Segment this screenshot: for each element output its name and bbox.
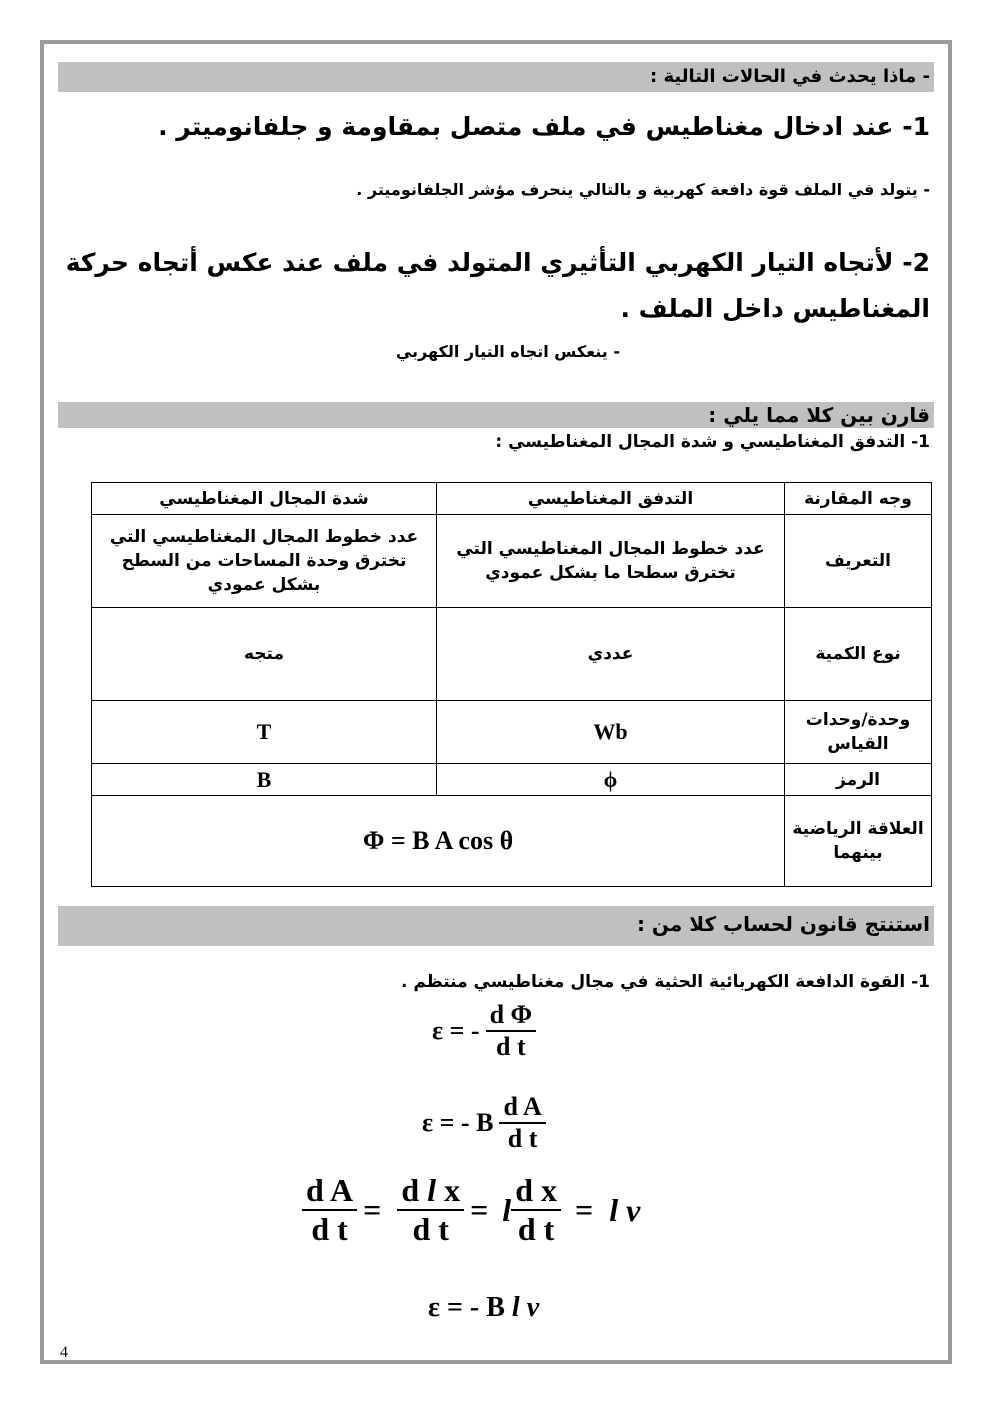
eq-text: x <box>436 1172 461 1208</box>
equation-emf-flux <box>432 1000 542 1062</box>
table-cell: ϕ <box>437 764 785 796</box>
eq-text: ε = - B <box>428 1292 512 1323</box>
table-cell: عدد خطوط المجال المغناطيسي التي تخترق وحدة المساحات من السطح بشكل عمودي <box>92 515 437 608</box>
page-number: 4 <box>60 1344 68 1361</box>
table-row <box>92 515 932 608</box>
answer-2: - ينعكس اتجاه التيار الكهربي <box>395 342 620 361</box>
row-label: العلاقة الرياضية بينهما <box>785 796 932 887</box>
table-row <box>92 764 932 796</box>
table-cell: T <box>92 701 437 764</box>
eq-text: v <box>626 1191 641 1228</box>
row-label: الرمز <box>785 764 932 796</box>
header-cell: شدة المجال المغناطيسي <box>92 483 437 515</box>
equals-sign: = <box>470 1191 489 1228</box>
relation-formula: Φ = B A cos θ <box>92 796 785 887</box>
row-label: التعريف <box>785 515 932 608</box>
question-2-line1: 2- لأتجاه التيار الكهربي التأثيري المتولد في ملف عند عكس أتجاه حركة <box>65 248 930 277</box>
eq-denominator: d t <box>311 1211 348 1247</box>
comparison-table <box>91 482 932 887</box>
table-cell: عدد خطوط المجال المغناطيسي التي تخترق سطحا ما بشكل عمودي <box>437 515 785 608</box>
row-label: وحدة/وحدات القياس <box>785 701 932 764</box>
eq-text: l <box>609 1191 619 1228</box>
eq-text: l <box>502 1191 512 1228</box>
table-cell: متجه <box>92 608 437 701</box>
eq-text: l <box>427 1172 437 1208</box>
section-heading-band <box>58 62 934 92</box>
table-row <box>92 701 932 764</box>
answer-1: - يتولد في الملف قوة دافعة كهربية و بالتالي ينحرف مؤشر الجلفانوميتر . <box>356 180 930 199</box>
table-cell: عددي <box>437 608 785 701</box>
table-row <box>92 608 932 701</box>
table-header-row <box>92 483 932 515</box>
eq-lhs: ε = - <box>432 1016 480 1045</box>
section-heading: - ماذا يحدث في الحالات التالية : <box>649 66 930 87</box>
page-border-top <box>40 40 952 44</box>
eq-denominator: d t <box>517 1211 555 1247</box>
section-heading-band <box>58 906 934 946</box>
equation-emf-final <box>428 1292 539 1324</box>
eq-numerator: d Φ <box>486 1000 537 1032</box>
eq-denominator: d t <box>496 1032 526 1061</box>
question-2-line2: المغناطيس داخل الملف . <box>620 294 930 323</box>
question-1: 1- عند ادخال مغناطيس في ملف متصل بمقاومة و جلفانوميتر . <box>158 112 930 141</box>
eq-numerator: d x <box>511 1172 561 1211</box>
page-border-left <box>40 40 44 1364</box>
eq-denominator: d t <box>507 1124 538 1153</box>
equals-sign: = <box>574 1191 594 1228</box>
page-border-bottom <box>40 1360 952 1364</box>
header-cell: التدفق المغناطيسي <box>437 483 785 515</box>
section-heading: استنتج قانون لحساب كلا من : <box>636 912 930 936</box>
section-heading: قارن بين كلا مما يلي : <box>708 403 930 427</box>
equation-emf-area <box>422 1092 552 1154</box>
equation-area-rate <box>296 1172 640 1248</box>
eq-text: d <box>401 1172 428 1208</box>
table-row <box>92 796 932 887</box>
eq-numerator: d A <box>499 1092 545 1124</box>
header-cell: وجه المقارنة <box>785 483 932 515</box>
eq-lhs: ε = - B <box>422 1108 494 1137</box>
eq-text: v <box>519 1292 540 1323</box>
derivation-subtitle: 1- القوة الدافعة الكهربائية الحثية في مجال مغناطيسي منتظم . <box>400 972 930 992</box>
equals-sign: = <box>363 1191 382 1228</box>
section-heading-band <box>58 402 934 428</box>
page-border-right <box>948 40 952 1364</box>
eq-denominator: d t <box>412 1211 449 1247</box>
row-label: نوع الكمية <box>785 608 932 701</box>
table-cell: B <box>92 764 437 796</box>
eq-numerator: d A <box>302 1172 357 1211</box>
table-cell: Wb <box>437 701 785 764</box>
comparison-subtitle: 1- التدفق المغناطيسي و شدة المجال المغناطيسي : <box>495 432 930 452</box>
eq-text: l <box>511 1292 520 1323</box>
